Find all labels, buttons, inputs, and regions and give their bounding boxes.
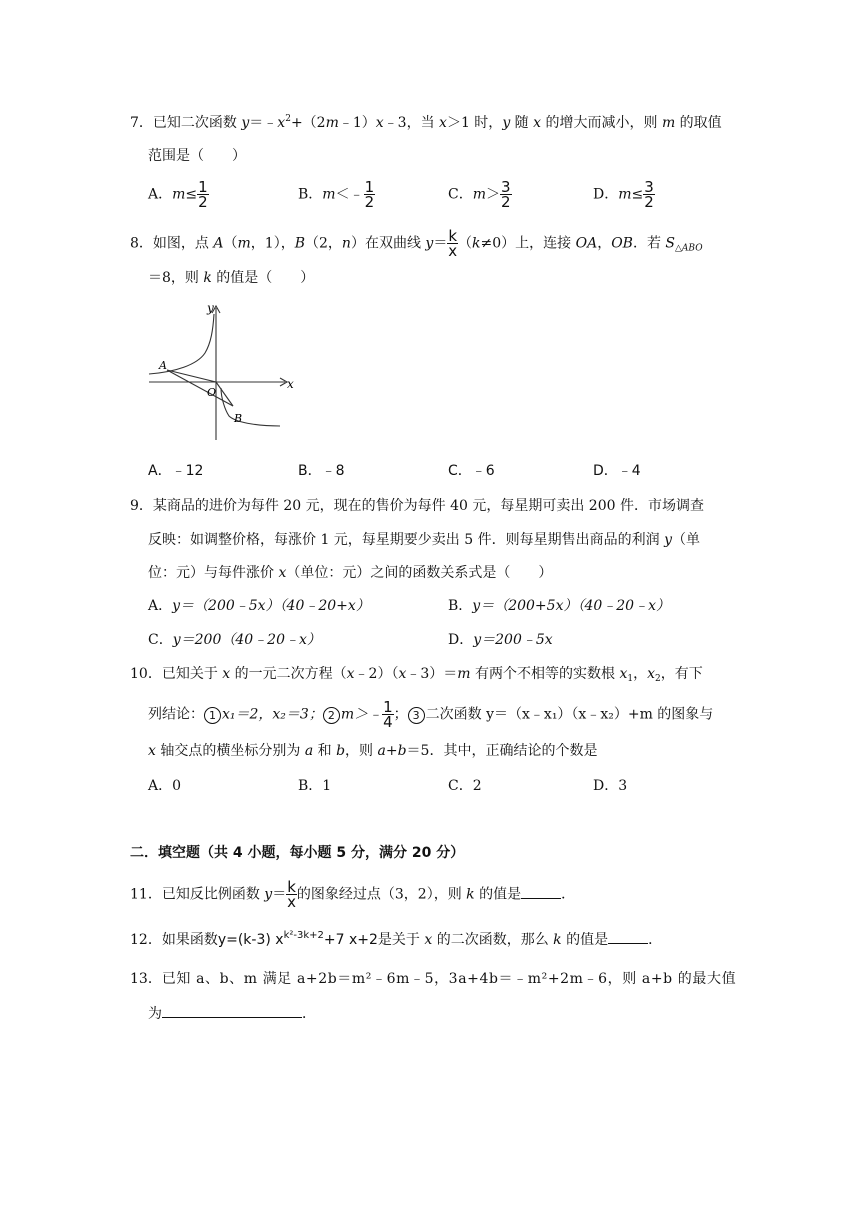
q11-text: 的图象经过点（3，2），则 <box>296 886 467 903</box>
q12-number: 12． <box>130 932 162 948</box>
q10-var: x <box>619 666 628 682</box>
q7-line2: 范围是（ ） <box>148 148 246 164</box>
q8-text: ， <box>597 235 612 252</box>
q8-option-a[interactable] <box>148 461 203 481</box>
q9-option-a[interactable] <box>148 596 370 616</box>
fraction-denominator: 4 <box>383 713 393 731</box>
option-label: B． <box>448 598 473 614</box>
q8-option-b[interactable] <box>298 461 345 481</box>
q10-text: ； <box>393 706 408 723</box>
q12-text: 的二次函数，那么 <box>432 932 554 948</box>
segment-OA <box>167 370 216 382</box>
q10-var: x <box>346 666 355 682</box>
q10-text: ， <box>633 666 648 682</box>
option-var: m <box>472 186 486 203</box>
option-label: B． <box>298 778 323 794</box>
q10-var: x <box>398 666 407 682</box>
q10-var: x <box>222 666 231 682</box>
q9-var: y <box>664 532 672 548</box>
fraction-numerator: 1 <box>198 178 208 196</box>
fraction <box>447 229 458 258</box>
fraction <box>382 700 394 729</box>
question-13 <box>130 969 736 989</box>
option-label: A． <box>148 186 173 203</box>
option-label: D． <box>593 463 618 479</box>
q7-number: 7． <box>130 115 153 131</box>
q10-text: 已知关于 <box>161 666 223 682</box>
q7-option-a[interactable] <box>148 180 209 209</box>
y-axis-label: y <box>207 301 214 315</box>
fraction-denominator: 2 <box>364 193 375 211</box>
q10-line3 <box>148 741 597 761</box>
q7-var: x <box>439 115 447 131</box>
q7-text: +（2 <box>290 115 326 131</box>
q10-var: a <box>304 743 314 759</box>
q7-sup: 2 <box>285 114 291 124</box>
q9-text: （单位：元）之间的函数关系式是（ ） <box>286 565 553 581</box>
q12-formula-tail: +7 x+2 <box>323 932 378 948</box>
fraction-numerator: 1 <box>383 698 393 716</box>
section-heading: 二．填空题（共 4 小题，每小题 5 分，满分 20 分） <box>130 845 465 861</box>
q7-var: m <box>661 115 676 131</box>
segment-AB <box>167 370 233 406</box>
fraction-numerator: k <box>448 227 458 245</box>
circled-number-icon: 1 <box>204 707 221 724</box>
q13-text: 为 <box>148 1006 162 1022</box>
x-axis-label: x <box>287 377 294 391</box>
fraction <box>364 180 376 209</box>
q7-option-c[interactable] <box>448 180 512 209</box>
q8-var: m <box>237 235 251 252</box>
q8-var: k <box>203 270 212 286</box>
q12-text: 如果函数 <box>161 932 218 948</box>
q10-option-d[interactable] <box>593 776 627 796</box>
q11-var: y <box>264 886 273 903</box>
q10-text: 有两个不相等的实数根 <box>470 666 620 682</box>
circled-number-icon: 3 <box>408 707 425 724</box>
q7-var: x <box>277 115 286 131</box>
q9-text: 位：元）与每件涨价 <box>148 565 279 581</box>
q8-text: （ <box>223 235 238 252</box>
option-value: 0 <box>172 778 182 794</box>
option-label: B． <box>298 463 322 479</box>
q8-text: ．若 <box>632 235 666 252</box>
q10-option-b[interactable] <box>298 776 331 796</box>
q7-text: 的增大而减小，则 <box>541 115 662 131</box>
option-value: ﹣4 <box>617 463 641 479</box>
q13-text: ． <box>302 1006 316 1022</box>
fraction-denominator: x <box>287 893 296 911</box>
question-12 <box>130 929 662 950</box>
option-label: D． <box>593 186 619 203</box>
q7-text: ﹣3，当 <box>383 115 440 131</box>
point-B-label: B <box>234 412 243 425</box>
circled-number-icon: 2 <box>323 707 340 724</box>
q13-number: 13． <box>130 971 162 987</box>
q9-line3 <box>148 563 552 583</box>
question-7 <box>130 113 722 133</box>
q10-text: 轴交点的横坐标分别为 <box>155 743 305 759</box>
q7-var: x <box>533 115 542 131</box>
q8-var: y <box>425 235 434 252</box>
hyperbola-lower-branch <box>221 388 280 426</box>
q8-var: OB <box>611 235 633 252</box>
q8-var: B <box>294 235 305 252</box>
option-label: A． <box>148 778 173 794</box>
q9-text: 某商品的进价为每件 20 元，现在的售价为每件 40 元，每星期可卖出 200 件．市场调查 <box>152 498 704 514</box>
q8-var: S <box>665 235 675 252</box>
q12-formula: y=(k-3) x <box>217 932 284 948</box>
q9-option-b[interactable] <box>448 596 670 616</box>
segment-OB <box>216 382 233 406</box>
q9-number: 9． <box>130 498 153 514</box>
origin-label: O <box>207 386 217 399</box>
option-value: 1 <box>322 778 332 794</box>
q10-sub: 2 <box>655 674 661 684</box>
q12-text: 是关于 <box>377 932 425 948</box>
fraction <box>286 880 297 909</box>
q12-exponent: k²-3k+2 <box>283 930 324 941</box>
answer-blank[interactable] <box>162 1003 302 1018</box>
q13-text: 已知 a、b、m 满足 a+2b＝m²﹣6m﹣5，3a+4b＝﹣m²+2m﹣6，则 a+b 的最大值 <box>161 971 737 987</box>
q8-var: A <box>213 235 224 252</box>
q10-conclusion-2: m＞﹣ <box>340 706 383 723</box>
option-rel: ＞ <box>486 186 500 203</box>
option-var: m <box>322 186 336 203</box>
q10-option-c[interactable] <box>448 776 482 796</box>
option-label: A． <box>148 598 173 614</box>
q10-text: 列结论： <box>148 706 204 723</box>
q8-text: ，1）， <box>250 235 295 252</box>
q9-text: 反映：如调整价格，每涨价 1 元，每星期要少卖出 5 件．则每星期售出商品的利润 <box>148 532 665 548</box>
option-value: y＝200﹣5x <box>473 632 553 648</box>
option-rel: ≤ <box>631 186 644 203</box>
q11-text: ． <box>561 886 576 903</box>
q10-conclusion-1: x₁＝2，x₂＝3； <box>222 706 323 723</box>
option-var: m <box>172 186 186 203</box>
fraction-denominator: x <box>448 242 458 260</box>
option-label: C． <box>448 186 473 203</box>
q11-text: ＝ <box>272 886 287 903</box>
q10-var: a+b <box>377 743 407 759</box>
q8-figure <box>145 298 305 444</box>
option-value: ﹣12 <box>171 463 204 479</box>
fraction <box>197 180 209 209</box>
q11-var: k <box>466 886 475 903</box>
option-rel: ≤ <box>185 186 198 203</box>
option-value: ﹣8 <box>321 463 345 479</box>
option-value: ﹣6 <box>471 463 495 479</box>
q8-text: ≠0）上，连接 <box>480 235 576 252</box>
question-11 <box>130 880 575 909</box>
q10-var: x <box>148 743 156 759</box>
q9-option-c[interactable] <box>148 630 321 650</box>
option-label: A． <box>148 463 172 479</box>
q10-var: m <box>457 666 471 682</box>
q8-option-c[interactable] <box>448 461 495 481</box>
q8-number: 8． <box>130 235 153 252</box>
q10-text: ﹣3）＝ <box>406 666 458 682</box>
q8-text: （2， <box>305 235 342 252</box>
fraction-numerator: 3 <box>501 178 511 196</box>
option-label: C． <box>148 632 173 648</box>
q8-text: ＝8，则 <box>148 270 204 286</box>
option-value: y＝（200+5x）（40﹣20﹣x） <box>472 598 670 614</box>
q8-var: OA <box>575 235 598 252</box>
q11-text: 的值是 <box>474 886 522 903</box>
q10-var: x <box>647 666 656 682</box>
fraction-denominator: 2 <box>644 193 654 211</box>
fraction-numerator: k <box>287 878 296 896</box>
q8-text: ）在双曲线 <box>350 235 426 252</box>
q10-option-a[interactable] <box>148 776 181 796</box>
point-A-label: A <box>159 359 167 372</box>
q10-text: 和 <box>313 743 337 759</box>
q7-option-b[interactable] <box>298 180 375 209</box>
q12-var: k <box>553 932 562 948</box>
fraction-numerator: 3 <box>644 178 654 196</box>
q10-number: 10． <box>130 666 162 682</box>
option-label: C． <box>448 778 473 794</box>
q7-text: ﹣1） <box>338 115 376 131</box>
q9-option-d[interactable] <box>448 630 553 650</box>
answer-blank[interactable] <box>521 884 561 899</box>
option-label: C． <box>448 463 472 479</box>
q10-text: ＝5．其中，正确结论的个数是 <box>406 743 598 759</box>
q8-line2 <box>148 268 314 288</box>
q10-sub: 1 <box>627 674 634 684</box>
q7-text: ＞1 时， <box>446 115 503 131</box>
option-label: D． <box>448 632 474 648</box>
q8-text: （ <box>458 235 473 252</box>
q10-text: ，有下 <box>660 666 703 682</box>
option-value: y＝（200﹣5x）（40﹣20+x） <box>172 598 370 614</box>
q9-var: x <box>278 565 287 581</box>
q9-text: （单 <box>672 532 700 548</box>
q9-line2 <box>148 530 700 550</box>
fraction-numerator: 1 <box>364 178 375 196</box>
option-rel: ＜﹣ <box>335 186 364 203</box>
q12-var: x <box>424 932 433 948</box>
question-9 <box>130 496 704 516</box>
q10-text: 的一元二次方程（ <box>230 666 347 682</box>
answer-blank[interactable] <box>608 929 648 944</box>
q12-text: 的值是 <box>561 932 609 948</box>
option-value: y＝200（40﹣20﹣x） <box>172 632 321 648</box>
q7-text: 随 <box>510 115 534 131</box>
option-value: 3 <box>618 778 628 794</box>
fraction-denominator: 2 <box>198 193 208 211</box>
q7-var: m <box>325 115 339 131</box>
q8-var: n <box>341 235 351 252</box>
q10-text: ﹣2）（ <box>354 666 399 682</box>
q8-text: ＝ <box>433 235 448 252</box>
q8-text: 的值是（ ） <box>211 270 315 286</box>
q11-text: 已知反比例函数 <box>161 886 265 903</box>
question-8 <box>130 229 703 258</box>
q8-var: k <box>472 235 481 252</box>
q10-line2 <box>148 700 713 729</box>
option-label: D． <box>593 778 619 794</box>
q7-text: 的取值 <box>675 115 722 131</box>
q8-text: 如图，点 <box>152 235 214 252</box>
q8-sub: △ABO <box>675 243 703 254</box>
option-value: 2 <box>472 778 482 794</box>
fraction-denominator: 2 <box>501 193 511 211</box>
q10-conclusion-3: 二次函数 y＝（x﹣x₁）（x﹣x₂）+m 的图象与 <box>425 706 714 723</box>
q13-line2 <box>148 1003 316 1024</box>
q8-option-d[interactable] <box>593 461 641 481</box>
question-10 <box>130 664 703 684</box>
option-label: B． <box>298 186 323 203</box>
q7-var: y <box>502 115 511 131</box>
q7-text: ＝﹣ <box>249 115 278 131</box>
q10-var: b <box>336 743 346 759</box>
q12-text: ． <box>648 932 663 948</box>
q11-number: 11． <box>130 886 162 903</box>
fraction <box>643 180 655 209</box>
fraction <box>500 180 512 209</box>
q7-option-d[interactable] <box>593 180 655 209</box>
q7-var: y <box>241 115 250 131</box>
q7-text: 已知二次函数 <box>152 115 242 131</box>
q7-var: x <box>375 115 384 131</box>
q10-text: ，则 <box>345 743 378 759</box>
option-var: m <box>618 186 632 203</box>
